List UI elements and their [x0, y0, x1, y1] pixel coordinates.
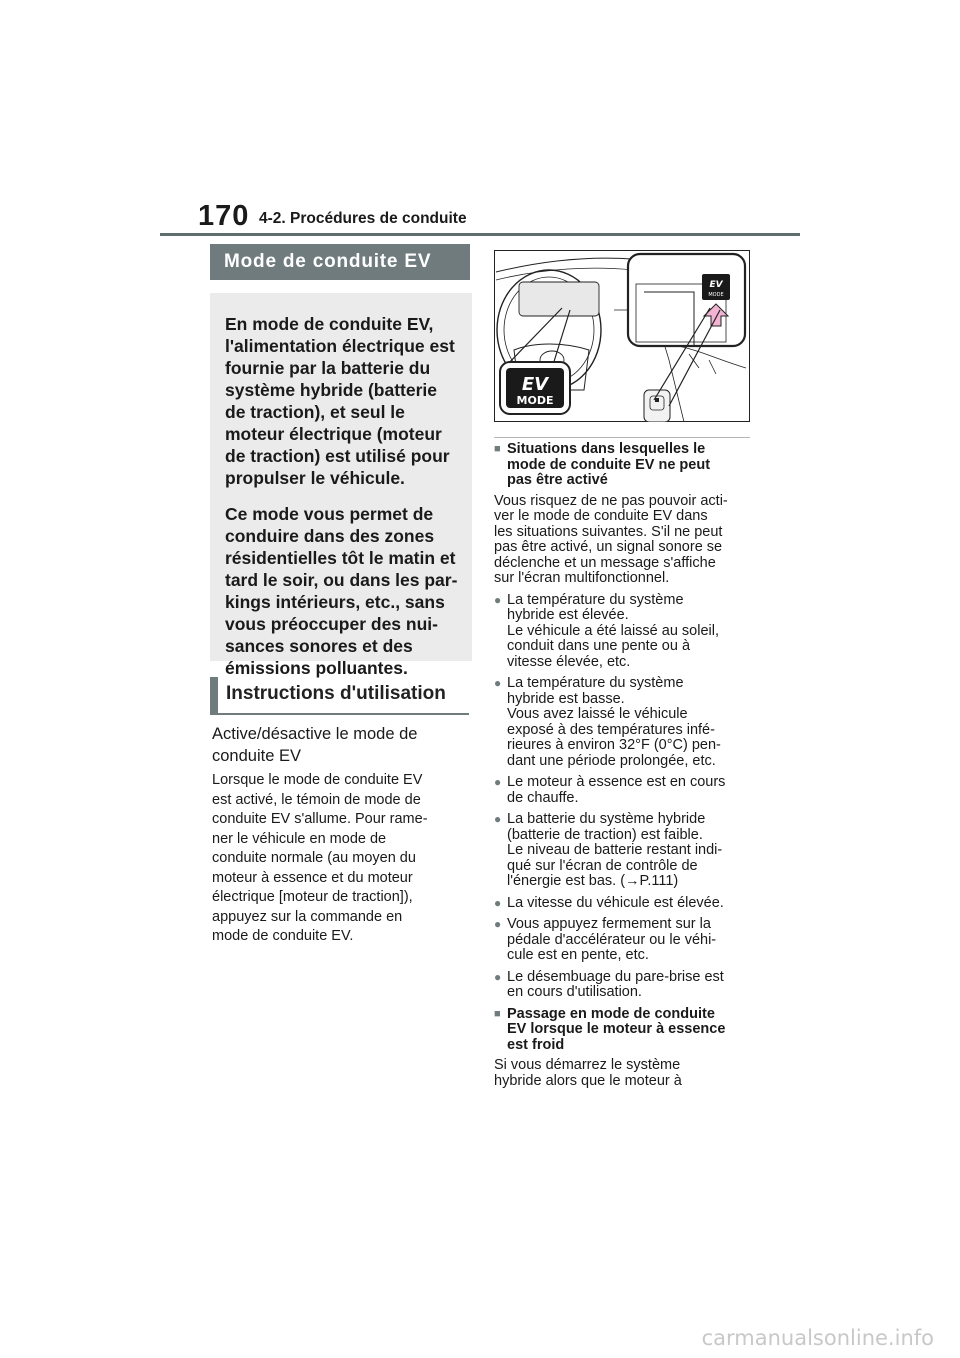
subsection-body	[494, 1058, 756, 1089]
callout-ev-text: EV	[521, 374, 549, 395]
instructions-heading: Instructions d'utilisation	[226, 683, 446, 704]
button-ev-text: EV	[709, 280, 723, 290]
bullet-item	[494, 812, 756, 890]
body-line: Lorsque le mode de conduite EV	[212, 772, 423, 788]
intro-line: propulser le véhicule.	[225, 468, 405, 488]
header-rule	[160, 233, 800, 236]
text-line: rieures à environ 32°F (0°C) pen-	[507, 737, 721, 753]
intro-line: En mode de conduite EV,	[225, 314, 434, 334]
body-line: mode de conduite EV.	[212, 928, 354, 944]
intro-line: vous préoccuper des nui-	[225, 614, 438, 634]
action-label-line: Active/désactive le mode de	[212, 725, 418, 743]
body-line: moteur à essence et du moteur	[212, 869, 413, 886]
text-line: Vous risquez de ne pas pouvoir acti-	[494, 492, 728, 509]
intro-paragraph	[225, 503, 458, 679]
text-line: (batterie de traction) est faible.	[507, 826, 703, 843]
text-line: ● La vitesse du véhicule est élevée.	[507, 894, 724, 911]
intro-paragraph	[225, 313, 458, 489]
heading-line: mode de conduite EV ne peut	[507, 456, 711, 473]
intro-line: Ce mode vous permet de	[225, 504, 434, 524]
text-line: Le véhicule a été laissé au soleil,	[507, 622, 719, 639]
bullet-item	[494, 593, 756, 671]
right-rule	[494, 437, 750, 438]
section-title-bar	[210, 244, 470, 280]
intro-line: moteur électrique (moteur	[225, 424, 442, 444]
heading-line: pas être activé	[507, 472, 608, 488]
bullet-item	[494, 970, 756, 1001]
text-line: ver le mode de conduite EV dans	[494, 508, 708, 524]
text-line: ● Le désembuage du pare-brise est	[507, 968, 724, 985]
bullet-item	[494, 917, 756, 964]
text-line: les situations suivantes. S'il ne peut	[494, 523, 723, 540]
text-line: sur l'écran multifonctionnel.	[494, 570, 670, 586]
action-label-line: conduite EV	[212, 747, 301, 765]
heading-line: ■ Passage en mode de conduite	[507, 1005, 715, 1022]
intro-line: émissions polluantes.	[225, 658, 408, 678]
section-title: Mode de conduite EV	[224, 251, 432, 272]
heading-line: EV lorsque le moteur à essence	[507, 1021, 726, 1037]
body-line: ner le véhicule en mode de	[212, 830, 387, 847]
intro-line: fournie par la batterie du	[225, 358, 431, 378]
intro-line: résidentielles tôt le matin et	[225, 548, 456, 568]
subsection-heading	[494, 1007, 756, 1054]
text-line: ● Le moteur à essence est en cours	[507, 774, 726, 790]
text-line: hybride est élevée.	[507, 607, 629, 623]
text-line: exposé à des températures infé-	[507, 721, 715, 738]
text-line: qué sur l'écran de contrôle de	[507, 857, 698, 874]
text-line: en cours d'utilisation.	[507, 984, 642, 1000]
text-line: Vous avez laissé le véhicule	[507, 706, 688, 722]
subsection-heading	[494, 442, 756, 489]
instructions-heading-bar	[210, 677, 469, 715]
text-line: ● Vous appuyez fermement sur la	[507, 916, 711, 932]
heading-line: est froid	[507, 1036, 565, 1053]
instructions-body	[212, 771, 474, 947]
text-line: ● La température du système	[507, 675, 684, 691]
intro-line: kings intérieurs, etc., sans	[225, 592, 445, 612]
intro-line: de traction), et seul le	[225, 402, 405, 422]
ev-mode-illustration	[494, 250, 750, 422]
text-line: conduit dans une pente ou à	[507, 638, 691, 654]
text-line: de chauffe.	[507, 789, 579, 806]
text-line: hybride alors que le moteur à	[494, 1072, 682, 1089]
intro-box	[210, 293, 472, 678]
intro-line: de traction) est utilisé pour	[225, 446, 450, 466]
text-line: pas être activé, un signal sonore se	[494, 539, 723, 555]
text-line: ● La température du système	[507, 591, 684, 608]
text-line: vitesse élevée, etc.	[507, 653, 631, 670]
text-line: Le niveau de batterie restant indi-	[507, 842, 723, 858]
watermark: carmanualsonline.info	[701, 1326, 934, 1350]
intro-line: sances sonores et des	[225, 636, 413, 656]
section-path: 4-2. Procédures de conduite	[259, 210, 467, 227]
text-line: hybride est basse.	[507, 690, 625, 707]
intro-line: système hybride (batterie	[225, 380, 438, 400]
intro-line: l'alimentation électrique est	[225, 336, 455, 356]
callout-mode-text: MODE	[516, 394, 554, 407]
page-reference-link[interactable]: l'énergie est bas. (→P.111)	[507, 873, 679, 889]
text-line: Si vous démarrez le système	[494, 1057, 681, 1073]
button-mode-text: MODE	[708, 292, 724, 298]
action-label	[212, 723, 472, 767]
text-line: dant une période prolongée, etc.	[507, 752, 716, 769]
body-line: appuyez sur la commande en	[212, 908, 403, 925]
text-line: ● La batterie du système hybride	[507, 811, 706, 827]
subsection-intro	[494, 494, 756, 587]
body-line: conduite normale (au moyen du	[212, 850, 416, 866]
body-line: conduite EV s'allume. Pour rame-	[212, 811, 428, 827]
body-line: électrique [moteur de traction]),	[212, 889, 413, 905]
bullet-item	[494, 775, 756, 806]
bullet-item	[494, 676, 756, 769]
body-line: est activé, le témoin de mode de	[212, 791, 421, 808]
page-number: 170	[198, 200, 250, 232]
bullet-item	[494, 896, 756, 912]
right-column	[494, 442, 756, 1095]
text-line: déclenche et un message s'affiche	[494, 554, 716, 571]
text-line: pédale d'accélérateur ou le véhi-	[507, 931, 717, 948]
intro-line: conduire dans des zones	[225, 526, 435, 546]
text-line: cule est en pente, etc.	[507, 947, 649, 963]
heading-line: ■ Situations dans lesquelles le	[507, 441, 706, 457]
intro-line: tard le soir, ou dans les par-	[225, 570, 458, 590]
